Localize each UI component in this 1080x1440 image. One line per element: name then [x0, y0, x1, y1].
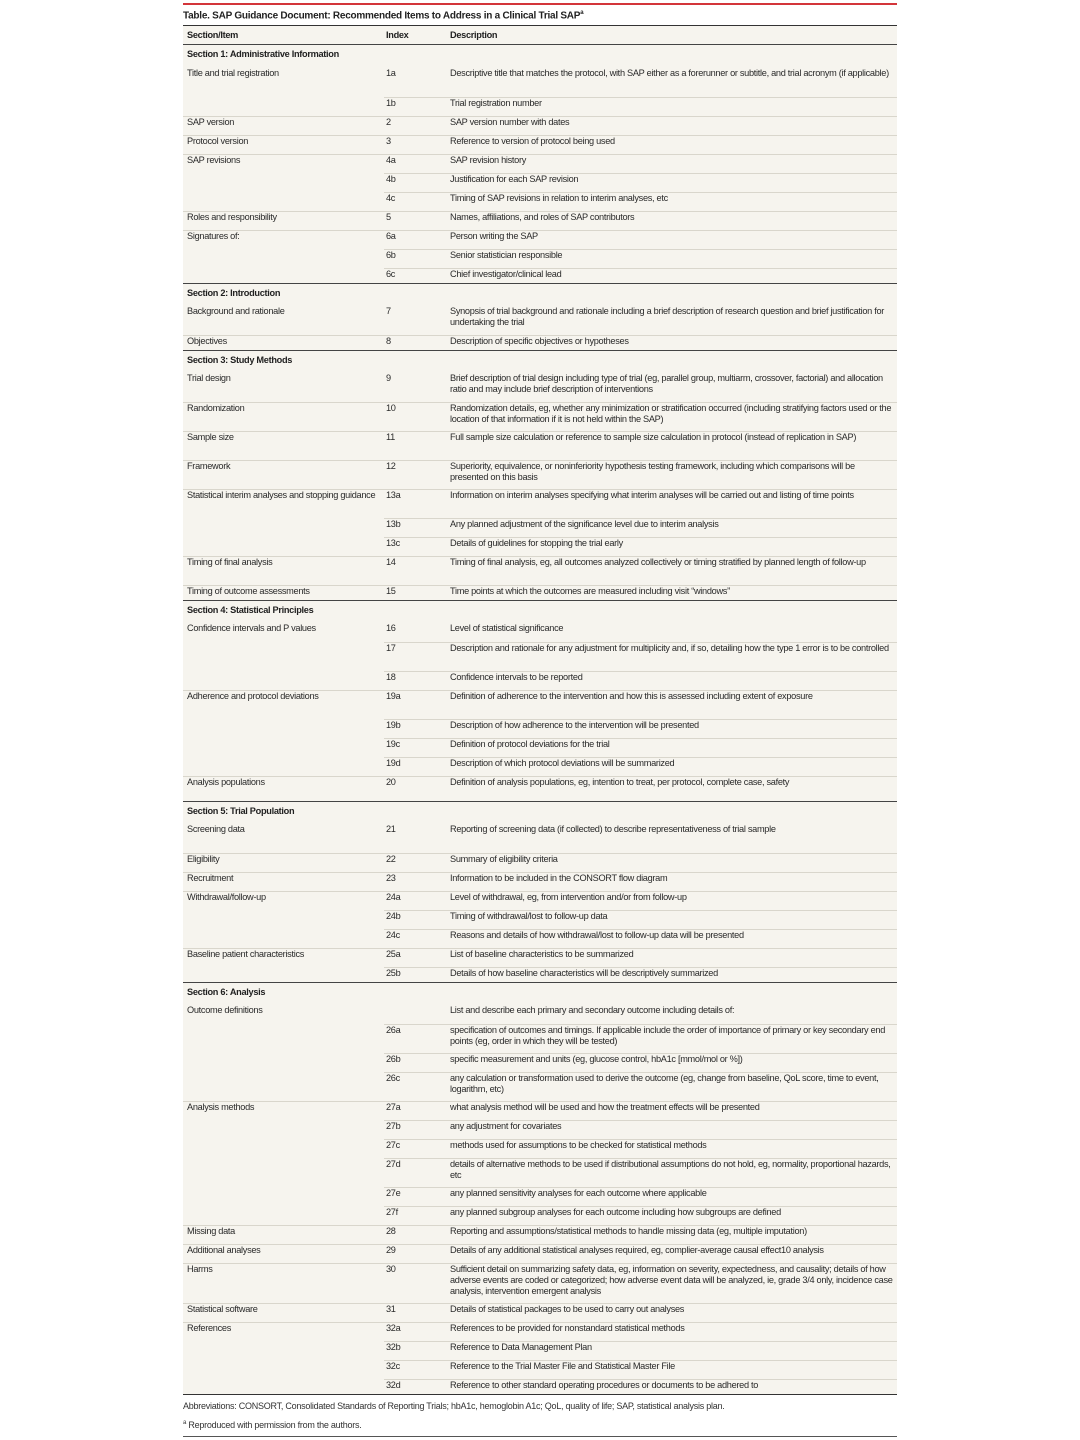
row-item	[183, 518, 384, 533]
row-description: Description of how adherence to the intervention will be presented	[448, 719, 897, 734]
row-item: Statistical software	[183, 1303, 384, 1318]
row-description: Timing of final analysis, eg, all outcomes analyzed collectively or timing stratified by planned length of follow-up	[448, 556, 897, 581]
row-item: Confidence intervals and P values	[187, 623, 316, 633]
row-description: Definition of analysis populations, eg, intention to treat, per protocol, complete case, safety	[448, 776, 897, 801]
row-description: what analysis method will be used and how the treatment effects will be presented	[448, 1101, 897, 1116]
row-item: Analysis methods	[183, 1101, 384, 1116]
row-item: Sample size	[183, 431, 384, 456]
table-row	[183, 1183, 897, 1202]
row-description: Time points at which the outcomes are measured including visit “windows”	[448, 585, 897, 600]
table-row	[183, 1221, 897, 1240]
row-description: Trial registration number	[448, 97, 897, 112]
table-row	[183, 638, 897, 667]
table-row	[183, 1375, 897, 1394]
section-heading-label: Section 3: Study Methods	[187, 355, 293, 365]
row-description: Information on interim analyses specifying what interim analyses will be carried out and listing of time points	[448, 489, 897, 514]
row-item	[183, 268, 384, 283]
row-description: Any planned adjustment of the significance level due to interim analysis	[448, 518, 897, 533]
table-row	[183, 1116, 897, 1135]
bottom-rule	[183, 1436, 897, 1437]
row-index: 6b	[384, 249, 448, 264]
row-index: 14	[384, 556, 448, 581]
table-title: Table. SAP Guidance Document: Recommended Items to Address in a Clinical Trial SAP$^a$	[183, 10, 584, 22]
section-heading-label: Section 2: Introduction	[187, 288, 281, 298]
row-item	[183, 1206, 384, 1221]
row-item	[183, 192, 384, 207]
row-index: 3	[384, 135, 448, 150]
row-item: Screening data	[187, 824, 245, 834]
row-description: Sufficient detail on summarizing safety data, eg, information on severity, expectedness, and causality; details of how adverse events are coded or categorized; how adverse event data will be analyzed, ie, grade 3/4 only, incidence case analysis, intervention emergent analysis	[448, 1263, 897, 1299]
row-item	[183, 1053, 384, 1068]
row-item	[183, 1341, 384, 1356]
row-description: any adjustment for covariates	[448, 1120, 897, 1135]
table-row	[183, 1001, 897, 1020]
row-index: 19b	[384, 719, 448, 734]
table-row	[183, 485, 897, 514]
row-description: any planned sensitivity analyses for each outcome where applicable	[448, 1187, 897, 1202]
row-index: 26c	[384, 1072, 448, 1097]
row-item	[183, 757, 384, 772]
row-description: Details of guidelines for stopping the trial early	[448, 537, 897, 552]
abbreviations-footnote: Abbreviations: CONSORT, Consolidated Standards of Reporting Trials; hbA1c, hemoglobin A1c; QoL, quality of life; SAP, statistical analysis plan.	[183, 1401, 725, 1411]
table-row	[183, 302, 897, 331]
row-index: 4c	[384, 192, 448, 207]
row-description: Descriptive title that matches the protocol, with SAP either as a forerunner or subtitle, and trial acronym (if applicable)	[450, 68, 889, 78]
row-item	[183, 910, 384, 925]
row-description: SAP revision history	[448, 154, 897, 169]
row-description: SAP version number with dates	[448, 116, 897, 131]
top-accent-rule	[183, 3, 897, 5]
table-row	[183, 131, 897, 150]
table-row	[183, 887, 897, 906]
table-row	[183, 456, 897, 485]
row-item: SAP version	[183, 116, 384, 131]
row-description: specification of outcomes and timings. If applicable include the order of importance of primary or key secondary end points (eg, order in which they will be tested)	[448, 1024, 897, 1049]
column-header-item: Section/Item	[187, 30, 239, 40]
row-description: Justification for each SAP revision	[448, 173, 897, 188]
row-item: Randomization	[183, 402, 384, 427]
section-heading-label: Section 6: Analysis	[187, 987, 266, 997]
section-heading-label: Section 4: Statistical Principles	[187, 605, 314, 615]
table-row	[183, 331, 897, 350]
row-index: 28	[384, 1225, 448, 1240]
table-row	[183, 150, 897, 169]
row-item: Eligibility	[183, 853, 384, 868]
table-row	[183, 667, 897, 686]
row-item: Framework	[183, 460, 384, 485]
row-index: 27f	[384, 1206, 448, 1221]
row-index: 22	[384, 853, 448, 868]
row-item: Withdrawal/follow-up	[183, 891, 384, 906]
row-item: Objectives	[183, 335, 384, 350]
row-item: Roles and responsibility	[183, 211, 384, 226]
table-row	[183, 868, 897, 887]
row-index: 4b	[384, 173, 448, 188]
table-row	[183, 1154, 897, 1183]
section-heading-label: Section 5: Trial Population	[187, 806, 295, 816]
row-index: 23	[384, 872, 448, 887]
table-row	[183, 552, 897, 581]
row-description: Confidence intervals to be reported	[448, 671, 897, 686]
row-index: 13c	[384, 537, 448, 552]
row-item: Timing of outcome assessments	[183, 585, 384, 600]
row-item: Adherence and protocol deviations	[183, 690, 384, 715]
table-row	[183, 1049, 897, 1068]
table-row	[183, 619, 897, 638]
table-row	[183, 1259, 897, 1299]
row-index: 27e	[384, 1187, 448, 1202]
row-description: Timing of SAP revisions in relation to interim analyses, etc	[448, 192, 897, 207]
table-row	[183, 753, 897, 772]
row-description: Reporting of screening data (if collected) to describe representativeness of trial sample	[450, 824, 776, 834]
table-row	[183, 925, 897, 944]
row-item: Additional analyses	[183, 1244, 384, 1259]
row-item	[183, 719, 384, 734]
row-index: 29	[384, 1244, 448, 1259]
row-index: 24b	[384, 910, 448, 925]
table-row	[183, 1337, 897, 1356]
row-item: Outcome definitions	[187, 1005, 263, 1015]
row-index: 27d	[384, 1158, 448, 1183]
row-item: Background and rationale	[187, 306, 285, 316]
row-item: Harms	[183, 1263, 384, 1299]
row-item	[183, 1024, 384, 1049]
row-index: 15	[384, 585, 448, 600]
row-description: Names, affiliations, and roles of SAP contributors	[448, 211, 897, 226]
row-index: 26a	[384, 1024, 448, 1049]
row-index: 32c	[384, 1360, 448, 1375]
row-description: Reporting and assumptions/statistical methods to handle missing data (eg, multiple imputation)	[448, 1225, 897, 1240]
section-heading	[183, 600, 897, 619]
table-row	[183, 427, 897, 456]
table-row	[183, 533, 897, 552]
table-row	[183, 715, 897, 734]
row-index: 2	[384, 116, 448, 131]
section-heading	[183, 350, 897, 369]
row-description: Definition of protocol deviations for the trial	[448, 738, 897, 753]
row-index: 13b	[384, 518, 448, 533]
row-description: Timing of withdrawal/lost to follow-up data	[448, 910, 897, 925]
row-index: 8	[384, 335, 448, 350]
table-row	[183, 369, 897, 398]
table-row	[183, 169, 897, 188]
row-index: 27c	[384, 1139, 448, 1154]
row-index: 21	[386, 824, 396, 834]
row-index: 5	[384, 211, 448, 226]
row-index: 32a	[384, 1322, 448, 1337]
row-description: Superiority, equivalence, or noninferiority hypothesis testing framework, including which comparisons will be presented on this basis	[448, 460, 897, 485]
row-index: 19a	[384, 690, 448, 715]
table-row	[183, 581, 897, 600]
row-description: Details of any additional statistical analyses required, eg, complier-average causal effect10 analysis	[448, 1244, 897, 1259]
row-item	[183, 642, 384, 667]
table-row	[183, 1202, 897, 1221]
table-row	[183, 188, 897, 207]
row-description: Reference to version of protocol being used	[448, 135, 897, 150]
row-item	[183, 1120, 384, 1135]
table-row	[183, 93, 897, 112]
row-description: Details of how baseline characteristics will be descriptively summarized	[448, 967, 897, 982]
row-index: 16	[386, 623, 396, 633]
row-index: 20	[384, 776, 448, 801]
row-description: Person writing the SAP	[448, 230, 897, 245]
table-row	[183, 1299, 897, 1318]
row-index: 11	[384, 431, 448, 456]
row-index: 24a	[384, 891, 448, 906]
table-row	[183, 944, 897, 963]
column-header-index: Index	[386, 30, 409, 40]
row-item	[183, 738, 384, 753]
row-item: Title and trial registration	[187, 68, 279, 78]
section-heading	[183, 45, 897, 64]
row-description: List of baseline characteristics to be summarized	[448, 948, 897, 963]
row-item	[183, 1379, 384, 1394]
row-index: 1b	[384, 97, 448, 112]
table-row	[183, 112, 897, 131]
table-row	[183, 245, 897, 264]
row-description: any planned subgroup analyses for each outcome including how subgroups are defined	[448, 1206, 897, 1221]
row-description: Summary of eligibility criteria	[448, 853, 897, 868]
table-row	[183, 398, 897, 427]
row-description: Definition of adherence to the intervention and how this is assessed including extent of exposure	[448, 690, 897, 715]
row-item	[183, 537, 384, 552]
table-row	[183, 963, 897, 982]
column-header-description: Description	[450, 30, 498, 40]
row-description: Description and rationale for any adjustment for multiplicity and, if so, detailing how the type 1 error is to be controlled	[448, 642, 897, 667]
table-body	[183, 45, 897, 1394]
row-item: Timing of final analysis	[183, 556, 384, 581]
row-description: specific measurement and units (eg, glucose control, hbA1c [mmol/mol or %])	[448, 1053, 897, 1068]
table-row	[183, 849, 897, 868]
row-description: details of alternative methods to be used if distributional assumptions do not hold, eg, normality, proportional hazards, etc	[448, 1158, 897, 1183]
row-index: 1a	[386, 68, 396, 78]
row-index: 19d	[384, 757, 448, 772]
row-description: Brief description of trial design including type of trial (eg, parallel group, multiarm, crossover, factorial) and allocation ratio and may include brief description of interventions	[450, 373, 883, 394]
row-item: Missing data	[183, 1225, 384, 1240]
row-description: List and describe each primary and secondary outcome including details of:	[450, 1005, 735, 1015]
table-row	[183, 686, 897, 715]
row-index: 7	[386, 306, 391, 316]
table-header-row	[183, 26, 897, 45]
row-description: Chief investigator/clinical lead	[448, 268, 897, 283]
table-row	[183, 734, 897, 753]
row-index: 4a	[384, 154, 448, 169]
row-index: 32d	[384, 1379, 448, 1394]
row-index: 25b	[384, 967, 448, 982]
table-row	[183, 820, 897, 849]
row-description: Level of withdrawal, eg, from intervention and/or from follow-up	[448, 891, 897, 906]
row-item	[183, 1158, 384, 1183]
row-index: 9	[386, 373, 391, 383]
row-description: Description of specific objectives or hypotheses	[448, 335, 897, 350]
row-description: Description of which protocol deviations will be summarized	[448, 757, 897, 772]
row-index: 31	[384, 1303, 448, 1318]
row-index: 13a	[384, 489, 448, 514]
reproduction-footnote: $^a$ Reproduced with permission from the authors.	[183, 1420, 362, 1430]
table-row	[183, 1318, 897, 1337]
row-item: Signatures of:	[183, 230, 384, 245]
row-item: SAP revisions	[183, 154, 384, 169]
row-item: References	[183, 1322, 384, 1337]
table-row	[183, 207, 897, 226]
row-item	[183, 929, 384, 944]
row-index	[384, 1005, 448, 1020]
row-description: Full sample size calculation or reference to sample size calculation in protocol (instead of replication in SAP)	[448, 431, 897, 456]
table-row	[183, 226, 897, 245]
row-index: 27b	[384, 1120, 448, 1135]
row-description: Reference to other standard operating procedures or documents to be adhered to	[448, 1379, 897, 1394]
table-row	[183, 1135, 897, 1154]
row-index: 12	[384, 460, 448, 485]
table-row	[183, 1356, 897, 1375]
row-item	[183, 671, 384, 686]
table-row	[183, 1068, 897, 1097]
row-index: 18	[384, 671, 448, 686]
table-row	[183, 264, 897, 283]
section-heading	[183, 982, 897, 1001]
row-index: 25a	[384, 948, 448, 963]
table-row	[183, 64, 897, 93]
row-item: Trial design	[187, 373, 231, 383]
row-description: Senior statistician responsible	[448, 249, 897, 264]
row-index: 10	[384, 402, 448, 427]
table-row	[183, 1240, 897, 1259]
row-index: 26b	[384, 1053, 448, 1068]
row-item: Recruitment	[183, 872, 384, 887]
row-description: References to be provided for nonstandard statistical methods	[448, 1322, 897, 1337]
row-description: Synopsis of trial background and rationale including a brief description of research question and brief justification for undertaking the trial	[450, 306, 885, 327]
row-description: Details of statistical packages to be used to carry out analyses	[448, 1303, 897, 1318]
row-description: Randomization details, eg, whether any minimization or stratification occurred (including stratifying factors used or the location of that information if it is not held within the SAP)	[448, 402, 897, 427]
row-index: 6a	[384, 230, 448, 245]
table-row	[183, 906, 897, 925]
table-row	[183, 514, 897, 533]
row-index: 27a	[384, 1101, 448, 1116]
section-heading-label: Section 1: Administrative Information	[187, 49, 339, 59]
sap-guidance-table	[183, 25, 897, 1395]
row-description: Level of statistical significance	[450, 623, 564, 633]
row-item: Protocol version	[183, 135, 384, 150]
row-index: 32b	[384, 1341, 448, 1356]
row-description: Reasons and details of how withdrawal/lost to follow-up data will be presented	[448, 929, 897, 944]
row-item	[183, 967, 384, 982]
row-index: 24c	[384, 929, 448, 944]
row-item	[183, 1187, 384, 1202]
row-item	[183, 97, 384, 112]
row-item: Baseline patient characteristics	[183, 948, 384, 963]
row-index: 19c	[384, 738, 448, 753]
table-row	[183, 772, 897, 801]
row-description: Information to be included in the CONSORT flow diagram	[448, 872, 897, 887]
row-description: Reference to Data Management Plan	[448, 1341, 897, 1356]
row-description: any calculation or transformation used to derive the outcome (eg, change from baseline, QoL score, time to event, logarithm, etc)	[448, 1072, 897, 1097]
row-item	[183, 1139, 384, 1154]
row-description: Reference to the Trial Master File and Statistical Master File	[448, 1360, 897, 1375]
row-item	[183, 1360, 384, 1375]
row-item	[183, 1072, 384, 1097]
row-index: 6c	[384, 268, 448, 283]
table-row	[183, 1097, 897, 1116]
section-heading	[183, 283, 897, 302]
section-heading	[183, 801, 897, 820]
row-item: Analysis populations	[183, 776, 384, 801]
row-item	[183, 173, 384, 188]
row-item	[183, 249, 384, 264]
row-item: Statistical interim analyses and stopping guidance	[183, 489, 384, 514]
table-row	[183, 1020, 897, 1049]
row-index: 17	[384, 642, 448, 667]
row-description: methods used for assumptions to be checked for statistical methods	[448, 1139, 897, 1154]
row-index: 30	[384, 1263, 448, 1299]
